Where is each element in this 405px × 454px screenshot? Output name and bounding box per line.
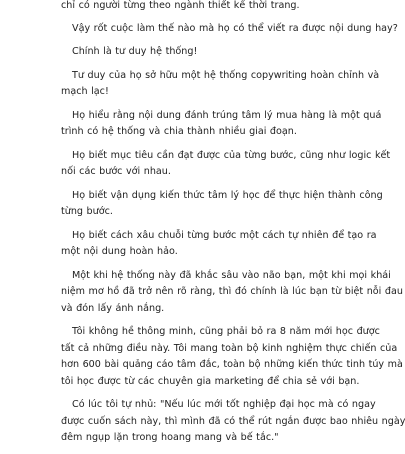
text-line: từng bước. (61, 206, 113, 217)
text-line: Chính là tư duy hệ thống! (72, 46, 198, 57)
text-line: mạch lạc! (61, 86, 109, 97)
text-line: Họ biết mục tiêu cần đạt được của từng bước, cũng như logic kết (72, 149, 391, 161)
text-line: nối các bước với nhau. (61, 166, 171, 177)
paragraph (61, 397, 405, 447)
text-line: đêm ngụp lặn trong hoang mang và bế tắc." (61, 432, 279, 443)
paragraph (61, 0, 361, 15)
text-line: được cuốn sách này, thì mình đã có thể rút ngắn được bao nhiêu ngày (61, 415, 405, 427)
text-line: và đón lấy ánh nắng. (61, 302, 165, 314)
paragraph (61, 228, 377, 261)
text-line: Một khi hệ thống này đã khắc sâu vào não bạn, một khi mọi khái (72, 269, 391, 281)
text-line: chỉ có người từng theo ngành thiết kế thời trang. (61, 0, 300, 11)
paragraph (61, 21, 398, 38)
paragraph (61, 268, 403, 318)
paragraph (61, 68, 380, 101)
text-line: Tư duy của họ sở hữu một hệ thống copywriting hoàn chỉnh và (72, 69, 380, 81)
text-line: Họ biết cách xâu chuỗi từng bước một cách tự nhiên để tạo ra (72, 229, 377, 241)
text-line: hơn 600 bài quảng cáo tâm đắc, toàn bộ những kiến thức tinh túy mà (61, 359, 403, 370)
text-line: tôi học được từ các chuyên gia marketing để chia sẻ với bạn. (61, 375, 360, 387)
text-line: tất cả những điều này. Tôi mang toàn bộ kinh nghiệm thực chiến của (61, 342, 398, 354)
text-line: Họ biết vận dụng kiến thức tâm lý học để thực hiện thành công (72, 189, 383, 201)
text-line: Tôi không hề thông minh, cũng phải bỏ ra 8 năm mới học được (72, 326, 380, 337)
page-body-text (61, 0, 405, 454)
text-line: trình có hệ thống và chia thành nhiều giai đoạn. (61, 126, 297, 137)
paragraph (61, 108, 382, 141)
text-line: Vậy rốt cuộc làm thế nào mà họ có thể viết ra được nội dung hay? (72, 22, 398, 34)
paragraph (61, 148, 391, 181)
text-line: một nội dung hoàn hảo. (61, 246, 178, 257)
text-line: niệm mơ hồ đã trở nên rõ ràng, thì đó chính là lúc bạn từ biệt nỗi đau (61, 286, 403, 297)
text-line: Có lúc tôi tự nhủ: "Nếu lúc mới tốt nghiệp đại học mà có ngay (72, 399, 376, 410)
paragraph (61, 324, 403, 390)
text-line: Họ hiểu rằng nội dung đánh trúng tâm lý mua hàng là một quá (72, 109, 382, 121)
paragraph (61, 188, 383, 221)
paragraph (61, 44, 361, 61)
